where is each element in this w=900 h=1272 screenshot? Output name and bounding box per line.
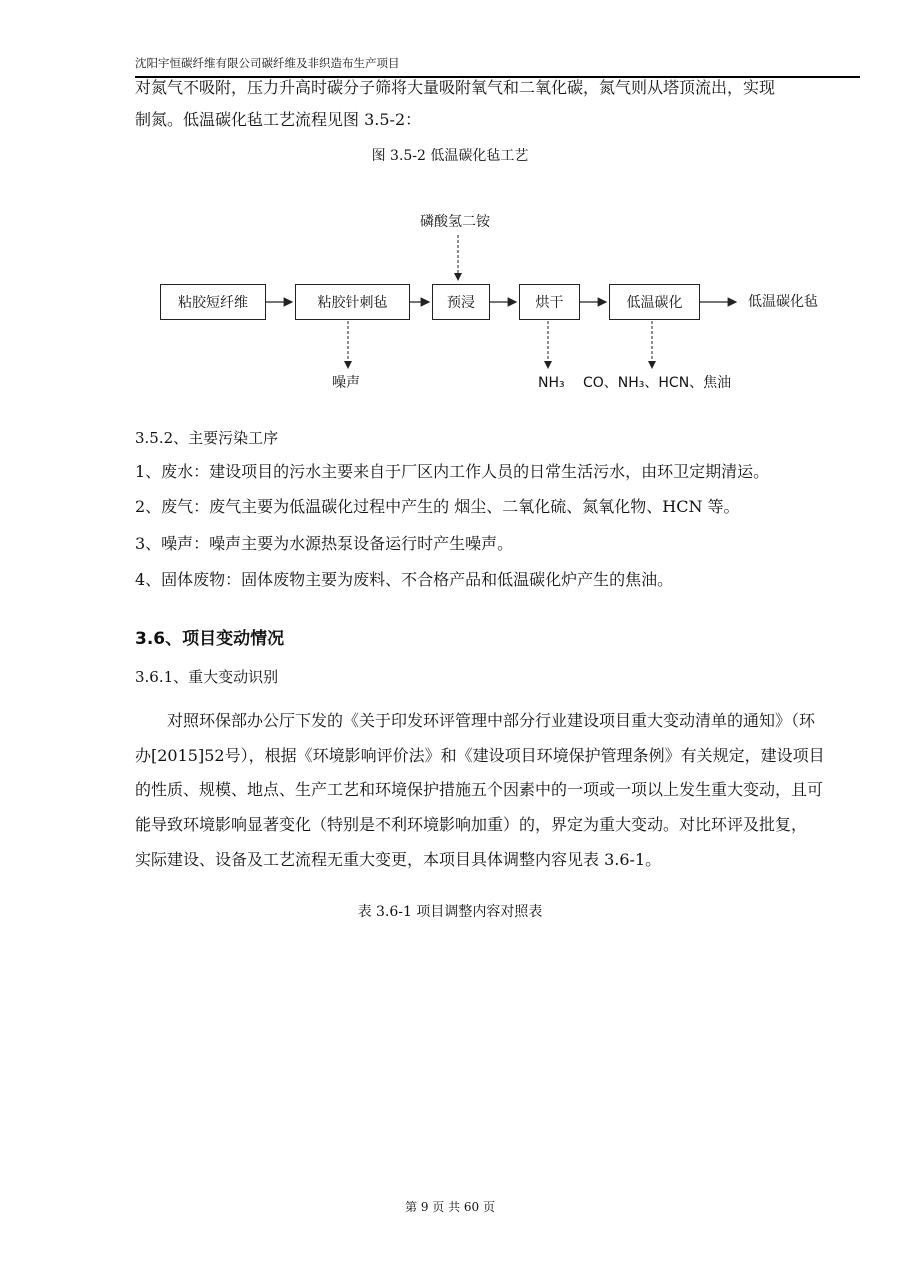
paragraph-line: 办[2015]52号），根据《环境影响评价法》和《建设项目环境保护管理条例》有关规定，建设项目 (135, 746, 825, 765)
input-label: 磷酸氢二铵 (420, 214, 490, 230)
output-label: 低温碳化毡 (748, 294, 818, 310)
page-number: 第 9 页 共 60 页 (405, 1200, 495, 1214)
paragraph-line: 实际建设、设备及工艺流程无重大变更，本项目具体调整内容见表 3.6-1。 (135, 850, 662, 869)
gas-label: CO、NH₃、HCN、焦油 (583, 375, 732, 391)
list-item: 4、固体废物：固体废物主要为废料、不合格产品和低温碳化炉产生的焦油。 (135, 570, 674, 589)
section-heading: 3.6、项目变动情况 (135, 629, 285, 649)
list-item: 3、噪声：噪声主要为水源热泵设备运行时产生噪声。 (135, 534, 514, 553)
noise-label: 噪声 (332, 375, 360, 391)
paragraph-line: 对照环保部办公厅下发的《关于印发环评管理中部分行业建设项目重大变动清单的通知》（环 (135, 711, 816, 730)
step-box: 粘胶短纤维 (160, 284, 266, 320)
header-title: 沈阳宇恒碳纤维有限公司碳纤维及非织造布生产项目 (135, 56, 400, 70)
process-flow-diagram (140, 200, 840, 400)
step-box: 烘干 (519, 284, 580, 320)
page-header (135, 54, 860, 78)
paragraph-line: 的性质、规模、地点、生产工艺和环境保护措施五个因素中的一项或一项以上发生重大变动，且可 (135, 780, 824, 799)
step-box: 粘胶针刺毡 (295, 284, 410, 320)
step-box: 低温碳化 (609, 284, 700, 320)
step-box: 预浸 (432, 284, 490, 320)
paragraph-line: 对氮气不吸附，压力升高时碳分子筛将大量吸附氧气和二氧化碳，氮气则从塔顶流出，实现 (135, 78, 776, 97)
paragraph-line: 能导致环境影响显著变化（特别是不利环境影响加重）的，界定为重大变动。对比环评及批复， (135, 815, 808, 834)
subsection-title: 3.6.1、重大变动识别 (135, 668, 279, 686)
section-title: 3.5.2、主要污染工序 (135, 429, 279, 447)
table-caption: 表 3.6-1 项目调整内容对照表 (357, 904, 543, 920)
figure-caption: 图 3.5-2 低温碳化毡工艺 (371, 148, 529, 164)
nh3-label: NH₃ (538, 375, 565, 391)
paragraph-line: 制氮。低温碳化毡工艺流程见图 3.5-2： (135, 110, 422, 129)
list-item: 1、废水：建设项目的污水主要来自于厂区内工作人员的日常生活污水，由环卫定期清运。 (135, 462, 770, 481)
list-item: 2、废气：废气主要为低温碳化过程中产生的 烟尘、二氧化硫、氮氧化物、HCN 等。 (135, 497, 740, 516)
